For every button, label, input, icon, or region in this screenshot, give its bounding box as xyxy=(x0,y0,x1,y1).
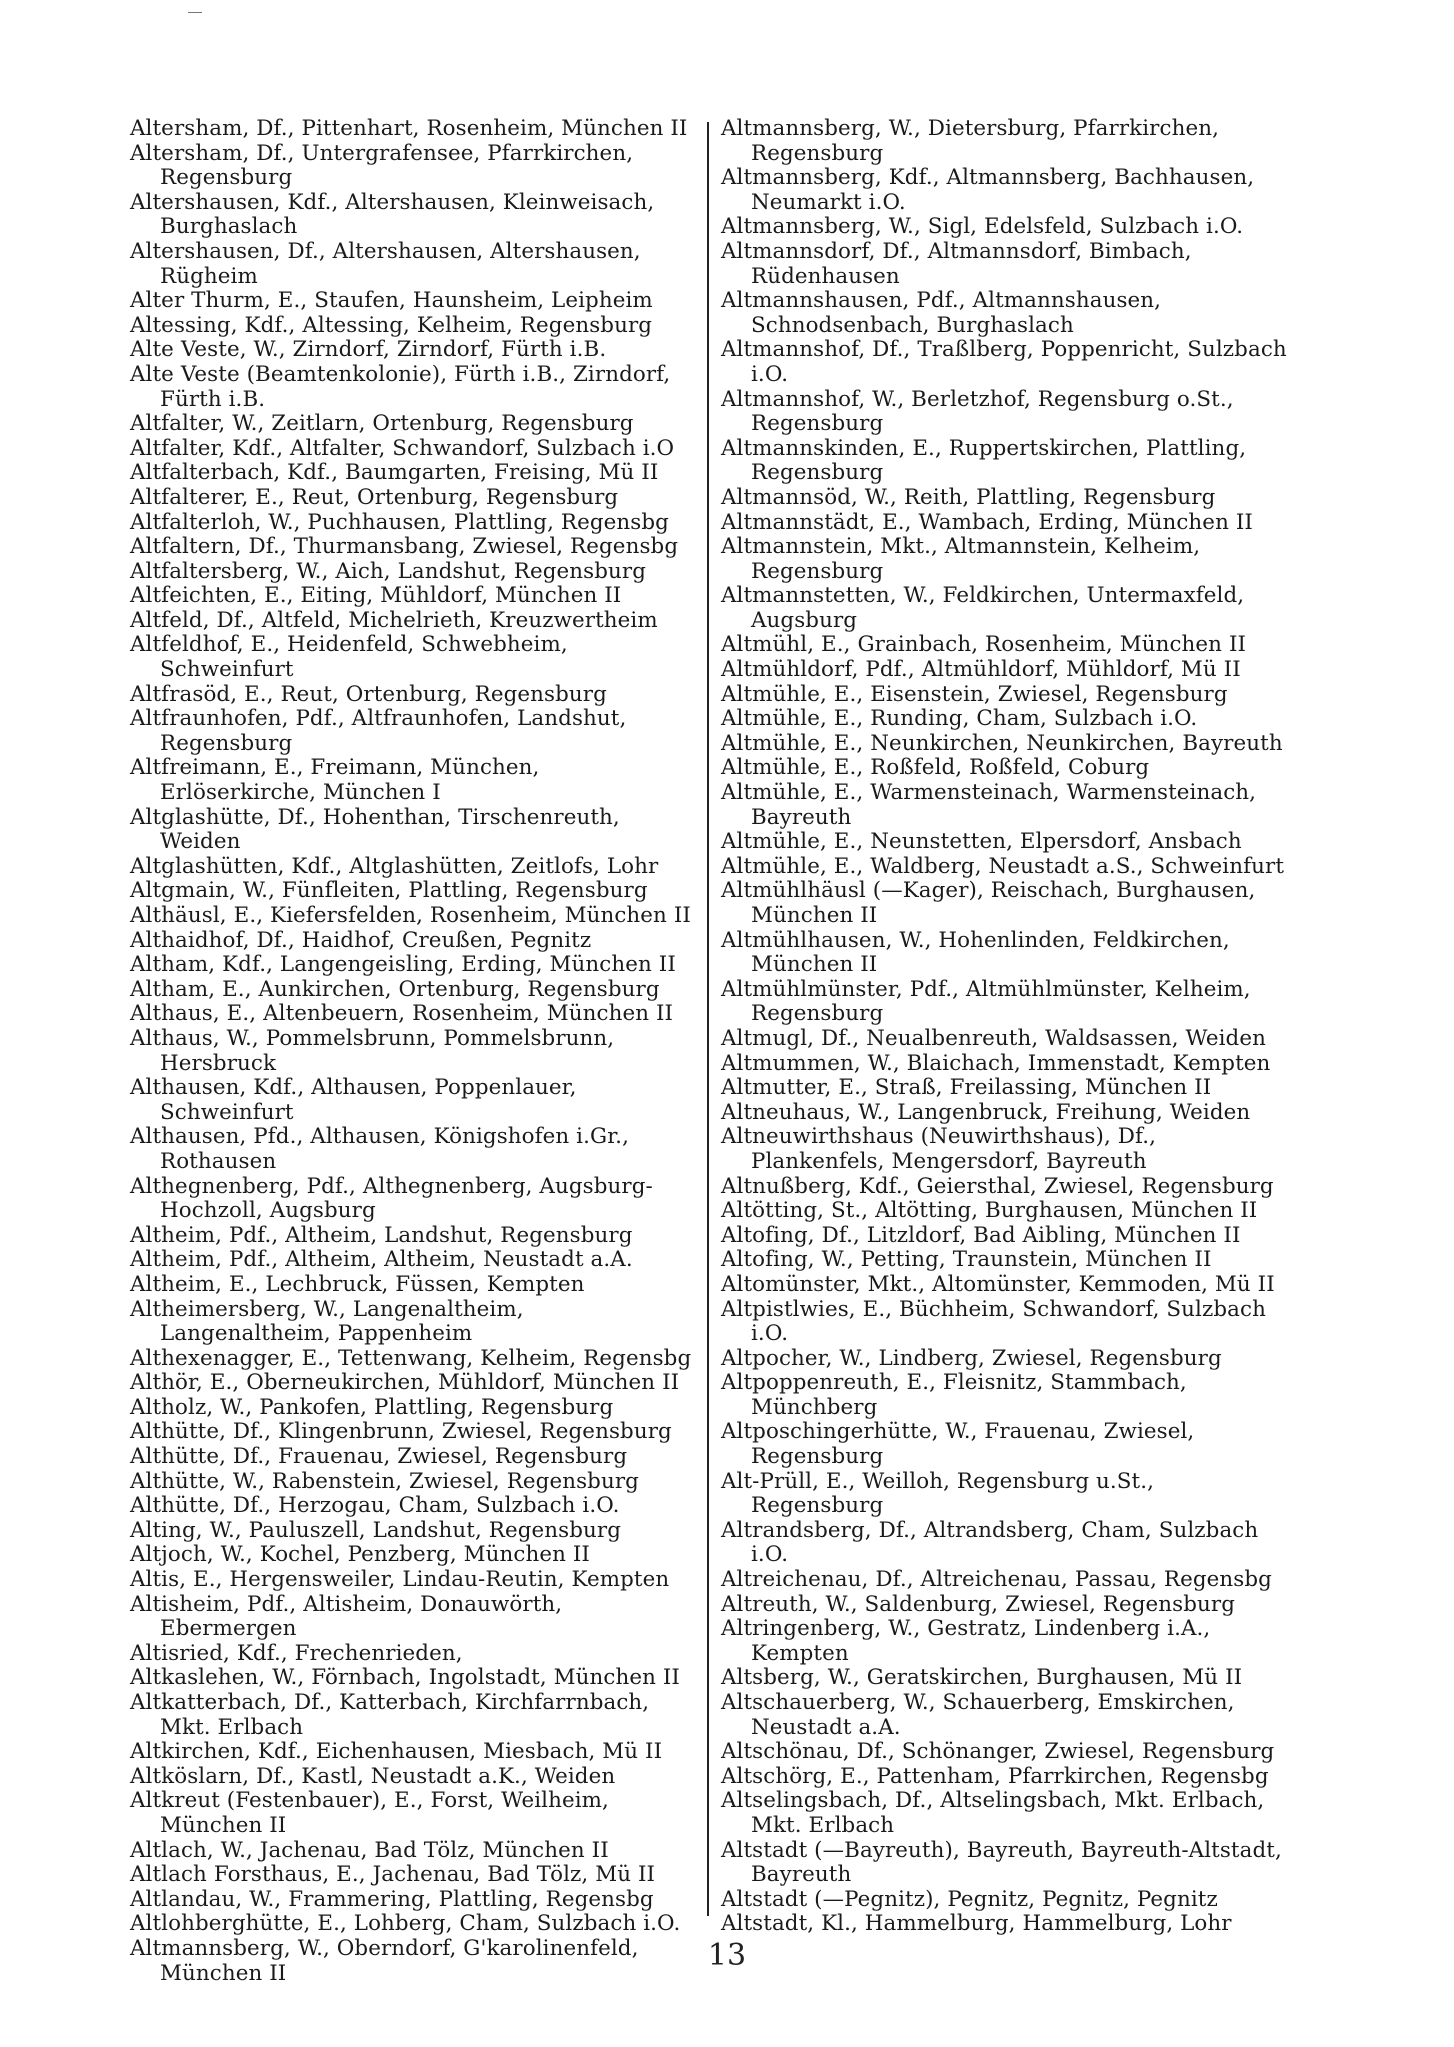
two-column-layout xyxy=(130,117,1290,1986)
place-entry: Altfaltern, Df., Thurmansbang, Zwiesel, Regensbg xyxy=(130,534,679,560)
place-entry: Altholz, W., Pankofen, Plattling, Regensburg xyxy=(130,1394,614,1420)
place-entry: Altmannstein, Mkt., Altmannstein, Kelheim, Regensburg xyxy=(720,534,1201,584)
place-entry: Altpoppenreuth, E., Fleisnitz, Stammbach, Münchberg xyxy=(720,1370,1187,1420)
place-entry: Altheim, Pdf., Altheim, Altheim, Neustadt a.A. xyxy=(130,1247,633,1273)
place-entry: Altmühle, E., Neunstetten, Elpersdorf, Ansbach xyxy=(720,829,1242,855)
place-entry: Altschönau, Df., Schönanger, Zwiesel, Regensburg xyxy=(720,1739,1275,1765)
place-entry: Altmühle, E., Warmensteinach, Warmensteinach, Bayreuth xyxy=(720,780,1257,830)
place-entry: Altfalterbach, Kdf., Baumgarten, Freising, Mü II xyxy=(130,460,659,486)
place-entry: Altmühle, E., Waldberg, Neustadt a.S., Schweinfurt xyxy=(720,853,1285,879)
place-entry: Altpocher, W., Lindberg, Zwiesel, Regensburg xyxy=(720,1345,1222,1371)
place-entry: Altheim, E., Lechbruck, Füssen, Kempten xyxy=(130,1271,585,1297)
place-entry: Altmugl, Df., Neualbenreuth, Waldsassen, Weiden xyxy=(720,1025,1266,1051)
place-entry: Altreuth, W., Saldenburg, Zwiesel, Regensburg xyxy=(720,1591,1236,1617)
place-entry: Altmummen, W., Blaichach, Immenstadt, Kempten xyxy=(720,1050,1271,1076)
place-entry: Altfalter, Kdf., Altfalter, Schwandorf, Sulzbach i.O xyxy=(130,435,675,461)
place-entry: Altomünster, Mkt., Altomünster, Kemmoden, Mü II xyxy=(720,1271,1275,1297)
place-entry: Althütte, Df., Herzogau, Cham, Sulzbach i.O. xyxy=(130,1493,620,1519)
place-entry: Altstadt (—Pegnitz), Pegnitz, Pegnitz, Pegnitz xyxy=(720,1886,1218,1912)
place-entry: Altsberg, W., Geratskirchen, Burghausen, Mü II xyxy=(720,1665,1243,1691)
place-entry: Altersham, Df., Untergrafensee, Pfarrkirchen, Regensburg xyxy=(130,140,634,191)
place-entry: Altnußberg, Kdf., Geiersthal, Zwiesel, Regensburg xyxy=(720,1173,1274,1199)
place-entry: Altis, E., Hergensweiler, Lindau-Reutin, Kempten xyxy=(130,1567,670,1593)
place-entry: Altfalter, W., Zeitlarn, Ortenburg, Regensburg xyxy=(130,411,634,437)
place-entry: Altmannsberg, W., Sigl, Edelsfeld, Sulzbach i.O. xyxy=(720,214,1244,240)
place-entry: Altmühlhäusl (—Kager), Reischach, Burghausen, München II xyxy=(720,878,1256,928)
place-entry: Altrandsberg, Df., Altrandsberg, Cham, Sulzbach i.O. xyxy=(720,1517,1259,1568)
place-entry: Altselingsbach, Df., Altselingsbach, Mkt. Erlbach, Mkt. Erlbach xyxy=(720,1788,1265,1838)
place-entry: Althausen, Pfd., Althausen, Königshofen i.Gr., Rothausen xyxy=(130,1124,629,1174)
place-entry: Altköslarn, Df., Kastl, Neustadt a.K., Weiden xyxy=(130,1763,616,1789)
place-entry: Althaus, W., Pommelsbrunn, Pommelsbrunn, Hersbruck xyxy=(130,1025,615,1076)
place-entry: Altham, E., Aunkirchen, Ortenburg, Regensburg xyxy=(130,976,660,1002)
place-entry: Altmannstädt, E., Wambach, Erding, München II xyxy=(720,509,1253,535)
right-column xyxy=(709,117,1290,1986)
place-entry: Altgmain, W., Fünfleiten, Plattling, Regensburg xyxy=(130,878,648,904)
place-entry: Altfrasöd, E., Reut, Ortenburg, Regensburg xyxy=(130,681,607,707)
place-entry: Altmühlhausen, W., Hohenlinden, Feldkirchen, München II xyxy=(720,927,1230,978)
place-entry: Altkirchen, Kdf., Eichenhausen, Miesbach, Mü II xyxy=(130,1739,663,1765)
place-entry: Altpistlwies, E., Büchheim, Schwandorf, Sulzbach i.O. xyxy=(720,1296,1266,1347)
place-entry: Altershausen, Kdf., Altershausen, Kleinweisach, Burghaslach xyxy=(130,189,655,240)
place-entry: Altmühl, E., Grainbach, Rosenheim, München II xyxy=(720,632,1247,658)
place-entry: Alte Veste, W., Zirndorf, Zirndorf, Fürth i.B. xyxy=(130,337,607,363)
place-entry: Alter Thurm, E., Staufen, Haunsheim, Leipheim xyxy=(130,288,653,314)
place-entry: Althör, E., Oberneukirchen, Mühldorf, München II xyxy=(130,1370,680,1396)
place-entry: Altringenberg, W., Gestratz, Lindenberg i.A., Kempten xyxy=(720,1616,1211,1666)
place-entry: Althütte, Df., Frauenau, Zwiesel, Regensburg xyxy=(130,1444,628,1470)
place-entry: Altershausen, Df., Altershausen, Altershausen, Rügheim xyxy=(130,238,641,289)
place-entry: Altersham, Df., Pittenhart, Rosenheim, München II xyxy=(130,116,688,141)
place-entry: Altmühlmünster, Pdf., Altmühlmünster, Kelheim, Regensburg xyxy=(720,976,1251,1027)
place-entry: Altkreut (Festenbauer), E., Forst, Weilheim, München II xyxy=(130,1788,609,1838)
place-entry: Altmannshausen, Pdf., Altmannshausen, Schnodsenbach, Burghaslach xyxy=(720,288,1162,338)
place-entry: Altmühldorf, Pdf., Altmühldorf, Mühldorf, Mü II xyxy=(720,657,1241,683)
place-entry: Altlach, W., Jachenau, Bad Tölz, München II xyxy=(130,1837,609,1863)
place-entry: Altschauerberg, W., Schauerberg, Emskirchen, Neustadt a.A. xyxy=(720,1690,1235,1740)
place-entry: Altstadt, Kl., Hammelburg, Hammelburg, Lohr xyxy=(720,1911,1232,1937)
place-entry: Altessing, Kdf., Altessing, Kelheim, Regensburg xyxy=(130,312,653,338)
place-entry: Altmannshof, W., Berletzhof, Regensburg o.St., Regensburg xyxy=(720,386,1234,437)
place-entry: Altstadt (—Bayreuth), Bayreuth, Bayreuth-Altstadt, Bayreuth xyxy=(720,1837,1282,1888)
place-entry: Altmannsberg, W., Dietersburg, Pfarrkirchen, Regensburg xyxy=(720,116,1219,166)
place-entry: Althaus, E., Altenbeuern, Rosenheim, München II xyxy=(130,1001,674,1027)
place-entry: Altmannshof, Df., Traßlberg, Poppenricht, Sulzbach i.O. xyxy=(720,337,1287,387)
place-entry: Altötting, St., Altötting, Burghausen, München II xyxy=(720,1198,1258,1224)
place-entry: Altmutter, E., Straß, Freilassing, München II xyxy=(720,1075,1212,1101)
place-entry: Altjoch, W., Kochel, Penzberg, München II xyxy=(130,1542,590,1568)
place-entry: Althaidhof, Df., Haidhof, Creußen, Pegnitz xyxy=(130,927,592,953)
place-entry: Altmühle, E., Neunkirchen, Neunkirchen, Bayreuth xyxy=(720,730,1283,756)
place-entry: Altheim, Pdf., Altheim, Landshut, Regensburg xyxy=(130,1222,633,1248)
place-entry: Altheimersberg, W., Langenaltheim, Langenaltheim, Pappenheim xyxy=(130,1296,524,1347)
place-entry: Altfaltersberg, W., Aich, Landshut, Regensburg xyxy=(130,558,647,584)
page-number: 13 xyxy=(707,1938,747,1973)
place-entry: Altfalterer, E., Reut, Ortenburg, Regensburg xyxy=(130,484,619,510)
place-entry: Altmannsöd, W., Reith, Plattling, Regensburg xyxy=(720,484,1216,510)
place-entry: Altmannsdorf, Df., Altmannsdorf, Bimbach, Rüdenhausen xyxy=(720,238,1192,289)
place-entry: Althäusl, E., Kiefersfelden, Rosenheim, München II xyxy=(130,903,691,928)
place-entry: Altofing, Df., Litzldorf, Bad Aibling, München II xyxy=(720,1222,1241,1248)
scan-mark xyxy=(188,12,202,13)
place-entry: Altkatterbach, Df., Katterbach, Kirchfarrnbach, Mkt. Erlbach xyxy=(130,1690,650,1740)
place-entry: Altneuhaus, W., Langenbruck, Freihung, Weiden xyxy=(720,1099,1251,1125)
place-entry: Alt-Prüll, E., Weilloh, Regensburg u.St., Regensburg xyxy=(720,1468,1155,1519)
place-entry: Altofing, W., Petting, Traunstein, München II xyxy=(720,1247,1212,1273)
place-entry: Altmühle, E., Eisenstein, Zwiesel, Regensburg xyxy=(720,681,1228,707)
place-entry: Altfalterloh, W., Puchhausen, Plattling, Regensbg xyxy=(130,509,669,535)
place-entry: Altlohberghütte, E., Lohberg, Cham, Sulzbach i.O. xyxy=(130,1911,681,1937)
place-entry: Altglashütte, Df., Hohenthan, Tirschenreuth, Weiden xyxy=(130,804,620,855)
place-entry: Altfeld, Df., Altfeld, Michelrieth, Kreuzwertheim xyxy=(130,607,658,633)
place-entry: Althütte, W., Rabenstein, Zwiesel, Regensburg xyxy=(130,1468,639,1494)
place-entry: Altfeichten, E., Eiting, Mühldorf, München II xyxy=(130,583,622,609)
place-entry: Altfeldhof, E., Heidenfeld, Schwebheim, Schweinfurt xyxy=(130,632,568,683)
place-entry: Altlach Forsthaus, E., Jachenau, Bad Tölz, Mü II xyxy=(130,1862,656,1888)
place-entry: Altmühle, E., Roßfeld, Roßfeld, Coburg xyxy=(720,755,1150,781)
left-column xyxy=(130,117,707,1986)
place-entry: Altmühle, E., Runding, Cham, Sulzbach i.O. xyxy=(720,706,1198,732)
place-entry: Alting, W., Pauluszell, Landshut, Regensburg xyxy=(130,1517,622,1543)
place-entry: Altmannstetten, W., Feldkirchen, Untermaxfeld, Augsburg xyxy=(720,583,1245,633)
place-entry: Altisried, Kdf., Frechenrieden, xyxy=(130,1640,463,1666)
place-entry: Altlandau, W., Frammering, Plattling, Regensbg xyxy=(130,1886,654,1912)
place-entry: Altmannsberg, Kdf., Altmannsberg, Bachhausen, Neumarkt i.O. xyxy=(720,165,1255,215)
place-entry: Althausen, Kdf., Althausen, Poppenlauer, Schweinfurt xyxy=(130,1075,577,1125)
place-entry: Altkaslehen, W., Förnbach, Ingolstadt, München II xyxy=(130,1665,680,1691)
place-entry: Altglashütten, Kdf., Altglashütten, Zeitlofs, Lohr xyxy=(130,853,659,879)
place-entry: Altfraunhofen, Pdf., Altfraunhofen, Landshut, Regensburg xyxy=(130,706,627,756)
place-entry: Altham, Kdf., Langengeisling, Erding, München II xyxy=(130,952,676,978)
place-entry: Altfreimann, E., Freimann, München, Erlöserkirche, München I xyxy=(130,755,540,806)
place-entry: Althütte, Df., Klingenbrunn, Zwiesel, Regensburg xyxy=(130,1419,672,1445)
place-entry: Altmannsberg, W., Oberndorf, G'karolinenfeld, München II xyxy=(130,1935,639,1986)
place-entry: Althegnenberg, Pdf., Althegnenberg, Augsburg-Hochzoll, Augsburg xyxy=(130,1173,653,1224)
place-entry: Altposchingerhütte, W., Frauenau, Zwiesel, Regensburg xyxy=(720,1419,1195,1470)
place-entry: Althexenagger, E., Tettenwang, Kelheim, Regensbg xyxy=(130,1345,692,1371)
place-entry: Altreichenau, Df., Altreichenau, Passau, Regensbg xyxy=(720,1567,1272,1593)
place-entry: Altschörg, E., Pattenham, Pfarrkirchen, Regensbg xyxy=(720,1763,1269,1789)
place-entry: Altisheim, Pdf., Altisheim, Donauwörth, Ebermergen xyxy=(130,1591,563,1642)
place-entry: Alte Veste (Beamtenkolonie), Fürth i.B., Zirndorf, Fürth i.B. xyxy=(130,361,671,412)
place-entry: Altmannskinden, E., Ruppertskirchen, Plattling, Regensburg xyxy=(720,435,1247,486)
place-entry: Altneuwirthshaus (Neuwirthshaus), Df., Plankenfels, Mengersdorf, Bayreuth xyxy=(720,1124,1157,1174)
